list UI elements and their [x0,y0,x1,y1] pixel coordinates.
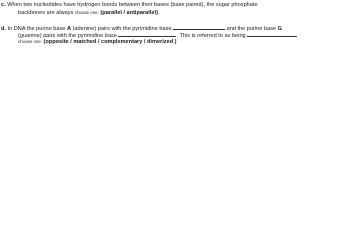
base-g: G [277,26,282,32]
answer-blank-1[interactable] [173,24,225,30]
question-d-line-3 [18,38,177,46]
question-c-label: c. [1,2,6,8]
question-d-label: d. [1,26,6,32]
base-a-name: (adenine) [72,26,97,32]
question-d-text-2-after: . This is referred to as being [176,33,246,39]
question-c-text-1: When two nucleotides have hydrogen bonds between their bases (base paired), the sugar phosphate [7,2,258,8]
question-c-line-1 [1,2,258,9]
question-d-text-after: and the purine base [226,26,277,32]
base-a: A [66,26,71,32]
answer-blank-2[interactable] [118,31,176,37]
question-d-text-middle: pairs with the pyrimidine base [97,26,172,32]
question-d-text-2-before: (guanine) pairs with the pyrimidine base [18,33,117,39]
question-c-choose-prefix: choose one: [74,10,99,15]
question-d-text-before: In DNA the purine base [7,26,66,32]
question-d-options: (opposite / matched / complementary / dimerized ) [43,39,177,45]
answer-blank-3[interactable] [247,31,297,37]
question-d-choose-prefix: choose one: [18,39,42,44]
question-c-options: (parallel / antiparallel) [100,10,158,16]
question-c-text-2: backbones are always [18,10,74,16]
question-c-line-2 [18,9,158,17]
